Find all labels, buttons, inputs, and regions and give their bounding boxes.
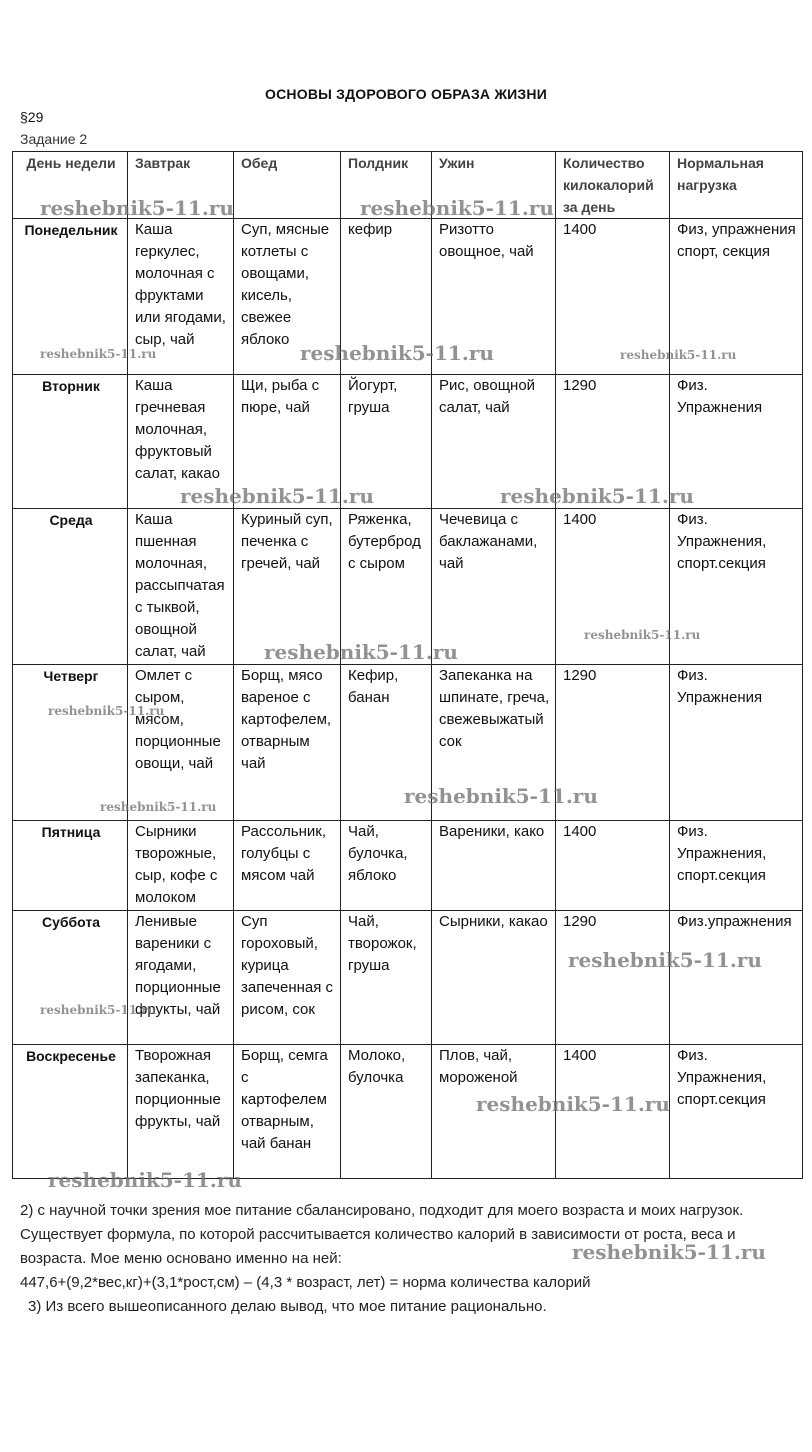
document-title: ОСНОВЫ ЗДОРОВОГО ОБРАЗА ЖИЗНИ <box>265 86 547 102</box>
table-row <box>13 1045 803 1179</box>
cell-day: Четверг <box>13 665 128 821</box>
cell-kcal: 1290 <box>556 911 670 1045</box>
cell-day: Среда <box>13 509 128 665</box>
cell-snack: Ряженка, бутерброд с сыром <box>341 509 432 665</box>
watermark: reshebnik5-11.ru <box>264 640 458 664</box>
cell-dinner: Чечевица с баклажанами, чай <box>432 509 556 665</box>
watermark: reshebnik5-11.ru <box>40 1003 157 1017</box>
cell-kcal: 1400 <box>556 821 670 911</box>
header-load: Нормальная нагрузка <box>670 152 803 219</box>
cell-kcal: 1400 <box>556 1045 670 1179</box>
cell-snack: Чай, творожок, груша <box>341 911 432 1045</box>
section-number: §29 <box>20 109 44 125</box>
cell-breakfast: Каша геркулес, молочная с фруктами или ягодами, сыр, чай <box>128 219 234 375</box>
watermark: reshebnik5-11.ru <box>404 784 598 808</box>
conclusion-notes <box>20 1199 795 1319</box>
watermark: reshebnik5-11.ru <box>476 1092 670 1116</box>
cell-dinner: Запеканка на шпинате, греча, свежевыжатый сок <box>432 665 556 821</box>
cell-load: Физ. Упражнения, спорт.секция <box>670 821 803 911</box>
task-label: Задание 2 <box>20 131 88 147</box>
cell-lunch: Щи, рыба с пюре, чай <box>234 375 341 509</box>
cell-breakfast: Творожная запеканка, порционные фрукты, чай <box>128 1045 234 1179</box>
note-paragraph-2: 2) с научной точки зрения мое питание сбалансировано, подходит для моего возраста и моих нагрузок. Существует формула, по которой рассчитывается количество калорий в зависимости от роста, веса и возраста. Мое меню основано именно на ней: <box>20 1202 744 1267</box>
table-row <box>13 509 803 665</box>
cell-breakfast: Сырники творожные, сыр, кофе с молоком <box>128 821 234 911</box>
table-row <box>13 219 803 375</box>
cell-lunch: Суп гороховый, курица запеченная с рисом, сок <box>234 911 341 1045</box>
header-day: День недели <box>13 152 128 219</box>
watermark: reshebnik5-11.ru <box>300 341 494 365</box>
watermark: reshebnik5-11.ru <box>40 347 157 361</box>
cell-breakfast: Ленивые вареники с ягодами, порционные фрукты, чай <box>128 911 234 1045</box>
watermark: reshebnik5-11.ru <box>360 196 554 220</box>
header-dinner: Ужин <box>432 152 556 219</box>
table-header-row <box>13 152 803 219</box>
cell-dinner: Плов, чай, мороженой <box>432 1045 556 1179</box>
cell-dinner: Вареники, како <box>432 821 556 911</box>
watermark: reshebnik5-11.ru <box>48 704 165 718</box>
cell-load: Физ. Упражнения, спорт.секция <box>670 509 803 665</box>
cell-kcal: 1290 <box>556 665 670 821</box>
cell-dinner: Рис, овощной салат, чай <box>432 375 556 509</box>
cell-breakfast: Омлет с сыром, мясом, порционные овощи, чай <box>128 665 234 821</box>
cell-lunch: Суп, мясные котлеты с овощами, кисель, свежее яблоко <box>234 219 341 375</box>
cell-snack: Кефир, банан <box>341 665 432 821</box>
watermark: reshebnik5-11.ru <box>572 1240 766 1264</box>
watermark: reshebnik5-11.ru <box>620 348 737 362</box>
cell-lunch: Борщ, семга с картофелем отварным, чай банан <box>234 1045 341 1179</box>
cell-dinner: Ризотто овощное, чай <box>432 219 556 375</box>
watermark: reshebnik5-11.ru <box>180 484 374 508</box>
cell-dinner: Сырники, какао <box>432 911 556 1045</box>
cell-load: Физ. Упражнения <box>670 375 803 509</box>
watermark: reshebnik5-11.ru <box>568 948 762 972</box>
header-kcal: Количество килокалорий за день <box>556 152 670 219</box>
cell-snack: Молоко, булочка <box>341 1045 432 1179</box>
cell-day: Пятница <box>13 821 128 911</box>
header-lunch: Обед <box>234 152 341 219</box>
cell-load: Физ. Упражнения <box>670 665 803 821</box>
cell-day: Суббота <box>13 911 128 1045</box>
cell-snack: Йогурт, груша <box>341 375 432 509</box>
cell-snack: кефир <box>341 219 432 375</box>
cell-lunch: Рассольник, голубцы с мясом чай <box>234 821 341 911</box>
cell-lunch: Куриный суп, печенка с гречей, чай <box>234 509 341 665</box>
calorie-formula: 447,6+(9,2*вес,кг)+(3,1*рост,см) – (4,3 * возраст, лет) = норма количества калорий <box>20 1274 591 1291</box>
header-breakfast: Завтрак <box>128 152 234 219</box>
cell-day: Вторник <box>13 375 128 509</box>
table-row <box>13 911 803 1045</box>
cell-lunch: Борщ, мясо вареное с картофелем, отварным чай <box>234 665 341 821</box>
cell-breakfast: Каша гречневая молочная, фруктовый салат, какао <box>128 375 234 509</box>
header-snack: Полдник <box>341 152 432 219</box>
cell-kcal: 1400 <box>556 219 670 375</box>
cell-day: Понедельник <box>13 219 128 375</box>
table-row <box>13 375 803 509</box>
table-row <box>13 665 803 821</box>
watermark: reshebnik5-11.ru <box>584 628 701 642</box>
cell-load: Физ.упражнения <box>670 911 803 1045</box>
note-paragraph-3: 3) Из всего вышеописанного делаю вывод, что мое питание рационально. <box>28 1298 547 1315</box>
watermark: reshebnik5-11.ru <box>100 800 217 814</box>
watermark: reshebnik5-11.ru <box>40 196 234 220</box>
weekly-menu-table <box>12 151 803 1179</box>
watermark: reshebnik5-11.ru <box>48 1168 242 1192</box>
watermark: reshebnik5-11.ru <box>500 484 694 508</box>
cell-load: Физ, упражнения спорт, секция <box>670 219 803 375</box>
cell-kcal: 1400 <box>556 509 670 665</box>
cell-load: Физ. Упражнения, спорт.секция <box>670 1045 803 1179</box>
cell-day: Воскресенье <box>13 1045 128 1179</box>
cell-kcal: 1290 <box>556 375 670 509</box>
cell-snack: Чай, булочка, яблоко <box>341 821 432 911</box>
cell-breakfast: Каша пшенная молочная, рассыпчатая с тыквой, овощной салат, чай <box>128 509 234 665</box>
table-row <box>13 821 803 911</box>
